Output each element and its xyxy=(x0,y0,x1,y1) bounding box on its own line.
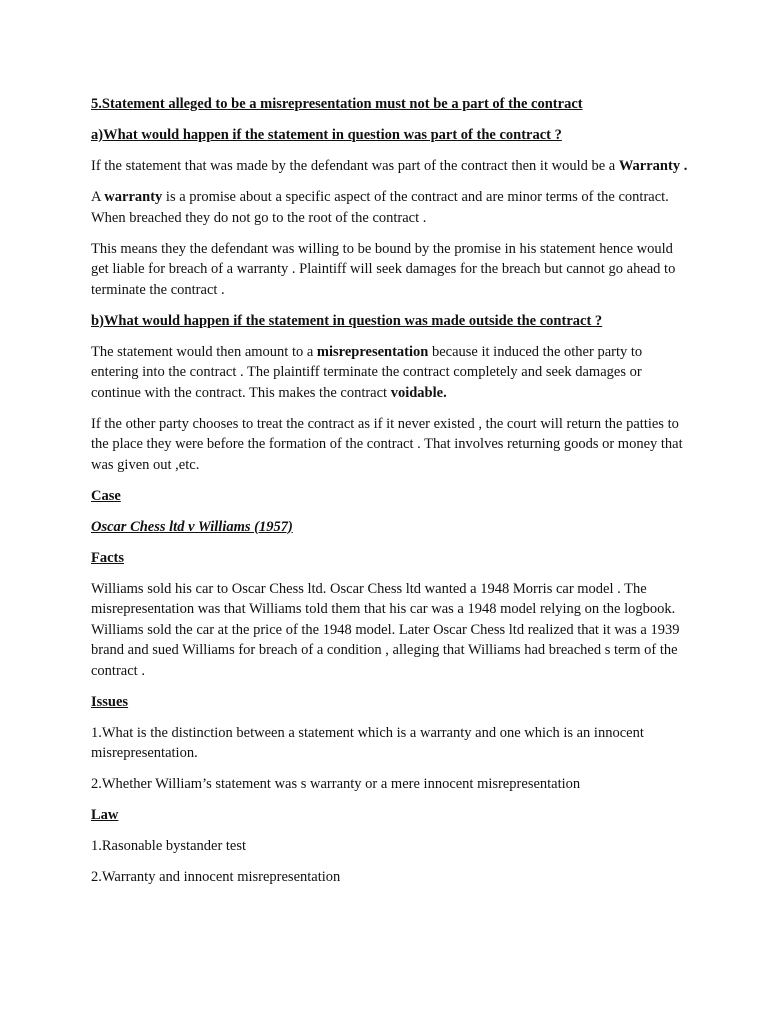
main-heading: 5.Statement alleged to be a misrepresentation must not be a part of the contract xyxy=(91,96,583,112)
issue-item-2: 2.Whether William’s statement was s warranty or a mere innocent misrepresentation xyxy=(91,776,581,792)
paragraph-text: A xyxy=(91,189,105,205)
paragraph-text: because it induced the other party to entering into the contract . The plaintiff terminate the contract completely and seek damages or continue with the contract. This makes the contract xyxy=(91,343,643,401)
bold-term-warranty: Warranty . xyxy=(618,158,688,174)
paragraph-text: is a promise about a specific aspect of the contract and are minor terms of the contract. When breached they do not go to the root of the contract . xyxy=(91,189,669,226)
issue-item-1: 1.What is the distinction between a statement which is a warranty and one which is an innocent misrepresentation. xyxy=(91,724,644,761)
document-page xyxy=(91,94,689,898)
law-item-1: 1.Rasonable bystander test xyxy=(91,838,247,854)
case-title: Oscar Chess ltd v Williams (1957) xyxy=(91,518,293,535)
facts-paragraph: Williams sold his car to Oscar Chess ltd. Oscar Chess ltd wanted a 1948 Morris car model . The misrepresentation was that Williams told them that his car was a 1948 model relying on the logbook. Williams sold the car at the price of the 1948 model. Later Oscar Chess ltd realized that it was a 1939 brand and sued Williams for breach of a condition , alleging that Williams had breached s term of the contract . xyxy=(91,580,680,679)
bold-term-misrepresentation: misrepresentation xyxy=(316,343,429,360)
paragraph-warranty-consequence: This means they the defendant was willing to be bound by the promise in his statement hence would get liable for breach of a warranty . Plaintiff will seek damages for the breach but cannot go ahead to terminate the contract . xyxy=(91,240,676,298)
question-a-heading: a)What would happen if the statement in question was part of the contract ? xyxy=(91,127,562,143)
law-item-2: 2.Warranty and innocent misrepresentation xyxy=(91,869,341,885)
paragraph-misrepresentation xyxy=(91,342,689,404)
paragraph-text: If the statement that was made by the defendant was part of the contract then it would be a xyxy=(91,158,619,174)
facts-heading: Facts xyxy=(91,549,125,566)
issues-heading: Issues xyxy=(91,693,129,710)
bold-term-voidable: voidable. xyxy=(390,384,447,401)
paragraph-warranty-intro xyxy=(91,156,689,177)
case-heading: Case xyxy=(91,487,121,504)
paragraph-rescission: If the other party chooses to treat the contract as if it never existed , the court will return the patties to the place they were before the formation of the contract . That involves returning goods or money that was given out ,etc. xyxy=(91,415,683,473)
law-heading: Law xyxy=(91,807,119,823)
paragraph-warranty-definition xyxy=(91,187,689,228)
question-b-heading: b)What would happen if the statement in question was made outside the contract ? xyxy=(91,312,603,329)
paragraph-text: The statement would then amount to a xyxy=(91,343,317,360)
bold-term-warranty: warranty xyxy=(104,189,163,205)
